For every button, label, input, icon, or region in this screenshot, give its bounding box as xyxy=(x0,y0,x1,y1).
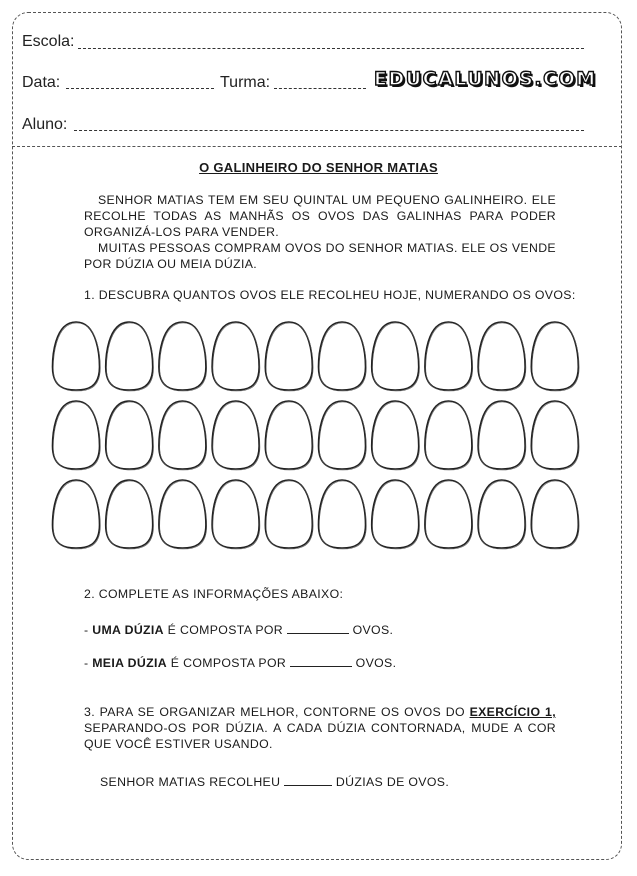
egg-outline-sketch xyxy=(532,402,579,470)
egg-outline-sketch xyxy=(479,402,526,470)
intro-paragraph-1: SENHOR MATIAS TEM EM SEU QUINTAL UM PEQUENO GALINHEIRO. ELE RECOLHE TODAS AS MANHÃS OS OVOS DAS GALINHAS PARA PODER ORGANIZÁ-LOS PARA VENDER. xyxy=(84,193,556,239)
intro-paragraph-2: MUITAS PESSOAS COMPRAM OVOS DO SENHOR MATIAS. ELE OS VENDE POR DÚZIA OU MEIA DÚZIA. xyxy=(84,241,556,271)
class-label: Turma: xyxy=(220,74,271,91)
question-3 xyxy=(84,704,556,752)
egg-outline-sketch xyxy=(160,481,207,549)
egg-outline-sketch xyxy=(107,323,154,391)
egg-outline-sketch xyxy=(160,402,207,470)
school-label: Escola: xyxy=(22,33,75,50)
half-dozen-term: MEIA DÚZIA xyxy=(92,656,167,670)
worksheet-title: O GALINHEIRO DO SENHOR MATIAS xyxy=(199,160,438,175)
egg-outline-sketch xyxy=(107,481,154,549)
egg-outline-sketch xyxy=(426,323,473,391)
egg-outline-sketch xyxy=(53,323,100,391)
dozens-answer-line xyxy=(100,773,449,789)
dozens-answer-start: SENHOR MATIAS RECOLHEU xyxy=(100,775,285,789)
egg-outline-sketch xyxy=(107,402,154,470)
egg-outline-sketch xyxy=(213,402,260,470)
date-label: Data: xyxy=(22,74,61,91)
dozen-prefix: - xyxy=(84,623,93,637)
egg-outline-sketch xyxy=(266,323,313,391)
egg-outline-sketch xyxy=(266,481,313,549)
dozen-mid: É COMPOSTA POR xyxy=(163,623,287,637)
egg-outline-sketch xyxy=(213,481,260,549)
egg-outline-sketch xyxy=(479,481,526,549)
dozen-answer-blank[interactable] xyxy=(287,621,349,634)
dozen-statement xyxy=(84,621,393,637)
egg-outline-sketch xyxy=(479,323,526,391)
half-dozen-answer-blank[interactable] xyxy=(290,654,352,667)
question-3-start: 3. PARA SE ORGANIZAR MELHOR, CONTORNE OS OVOS DO xyxy=(84,705,470,719)
half-dozen-end: OVOS. xyxy=(351,656,397,670)
dozen-term: UMA DÚZIA xyxy=(92,623,164,637)
dozens-answer-end: DÚZIAS DE OVOS. xyxy=(332,775,450,789)
student-label: Aluno: xyxy=(22,116,68,133)
dozens-answer-blank[interactable] xyxy=(284,773,332,786)
egg-outline-sketch xyxy=(213,323,260,391)
question-2: 2. COMPLETE AS INFORMAÇÕES ABAIXO: xyxy=(84,587,344,601)
egg-outline-sketch xyxy=(160,323,207,391)
egg-outline-sketch xyxy=(373,323,420,391)
half-dozen-prefix: - xyxy=(84,656,93,670)
half-dozen-statement xyxy=(84,654,396,670)
egg-outline-sketch xyxy=(319,402,366,470)
egg-outline-sketch xyxy=(532,323,579,391)
egg-outline-sketch xyxy=(319,481,366,549)
egg-outline-sketch xyxy=(53,402,100,470)
question-1: 1. DESCUBRA QUANTOS OVOS ELE RECOLHEU HOJE, NUMERANDO OS OVOS: xyxy=(84,288,576,302)
exercise-1-reference: EXERCÍCIO 1, xyxy=(469,705,556,719)
egg-outline-sketch xyxy=(319,323,366,391)
egg-outline-sketch xyxy=(426,481,473,549)
question-3-rest: SEPARANDO-OS POR DÚZIA. A CADA DÚZIA CONTORNADA, MUDE A COR QUE VOCÊ ESTIVER USANDO. xyxy=(84,721,556,751)
dozen-end: OVOS. xyxy=(348,623,394,637)
half-dozen-mid: É COMPOSTA POR xyxy=(167,656,290,670)
egg-outline-sketch xyxy=(532,481,579,549)
egg-outline-sketch xyxy=(373,402,420,470)
egg-outline-sketch xyxy=(266,402,313,470)
egg-outline-sketch xyxy=(53,481,100,549)
egg-outline-sketch xyxy=(373,481,420,549)
brand-logo: EDUCALUNOS.COM xyxy=(374,68,597,90)
egg-outline-sketch xyxy=(426,402,473,470)
